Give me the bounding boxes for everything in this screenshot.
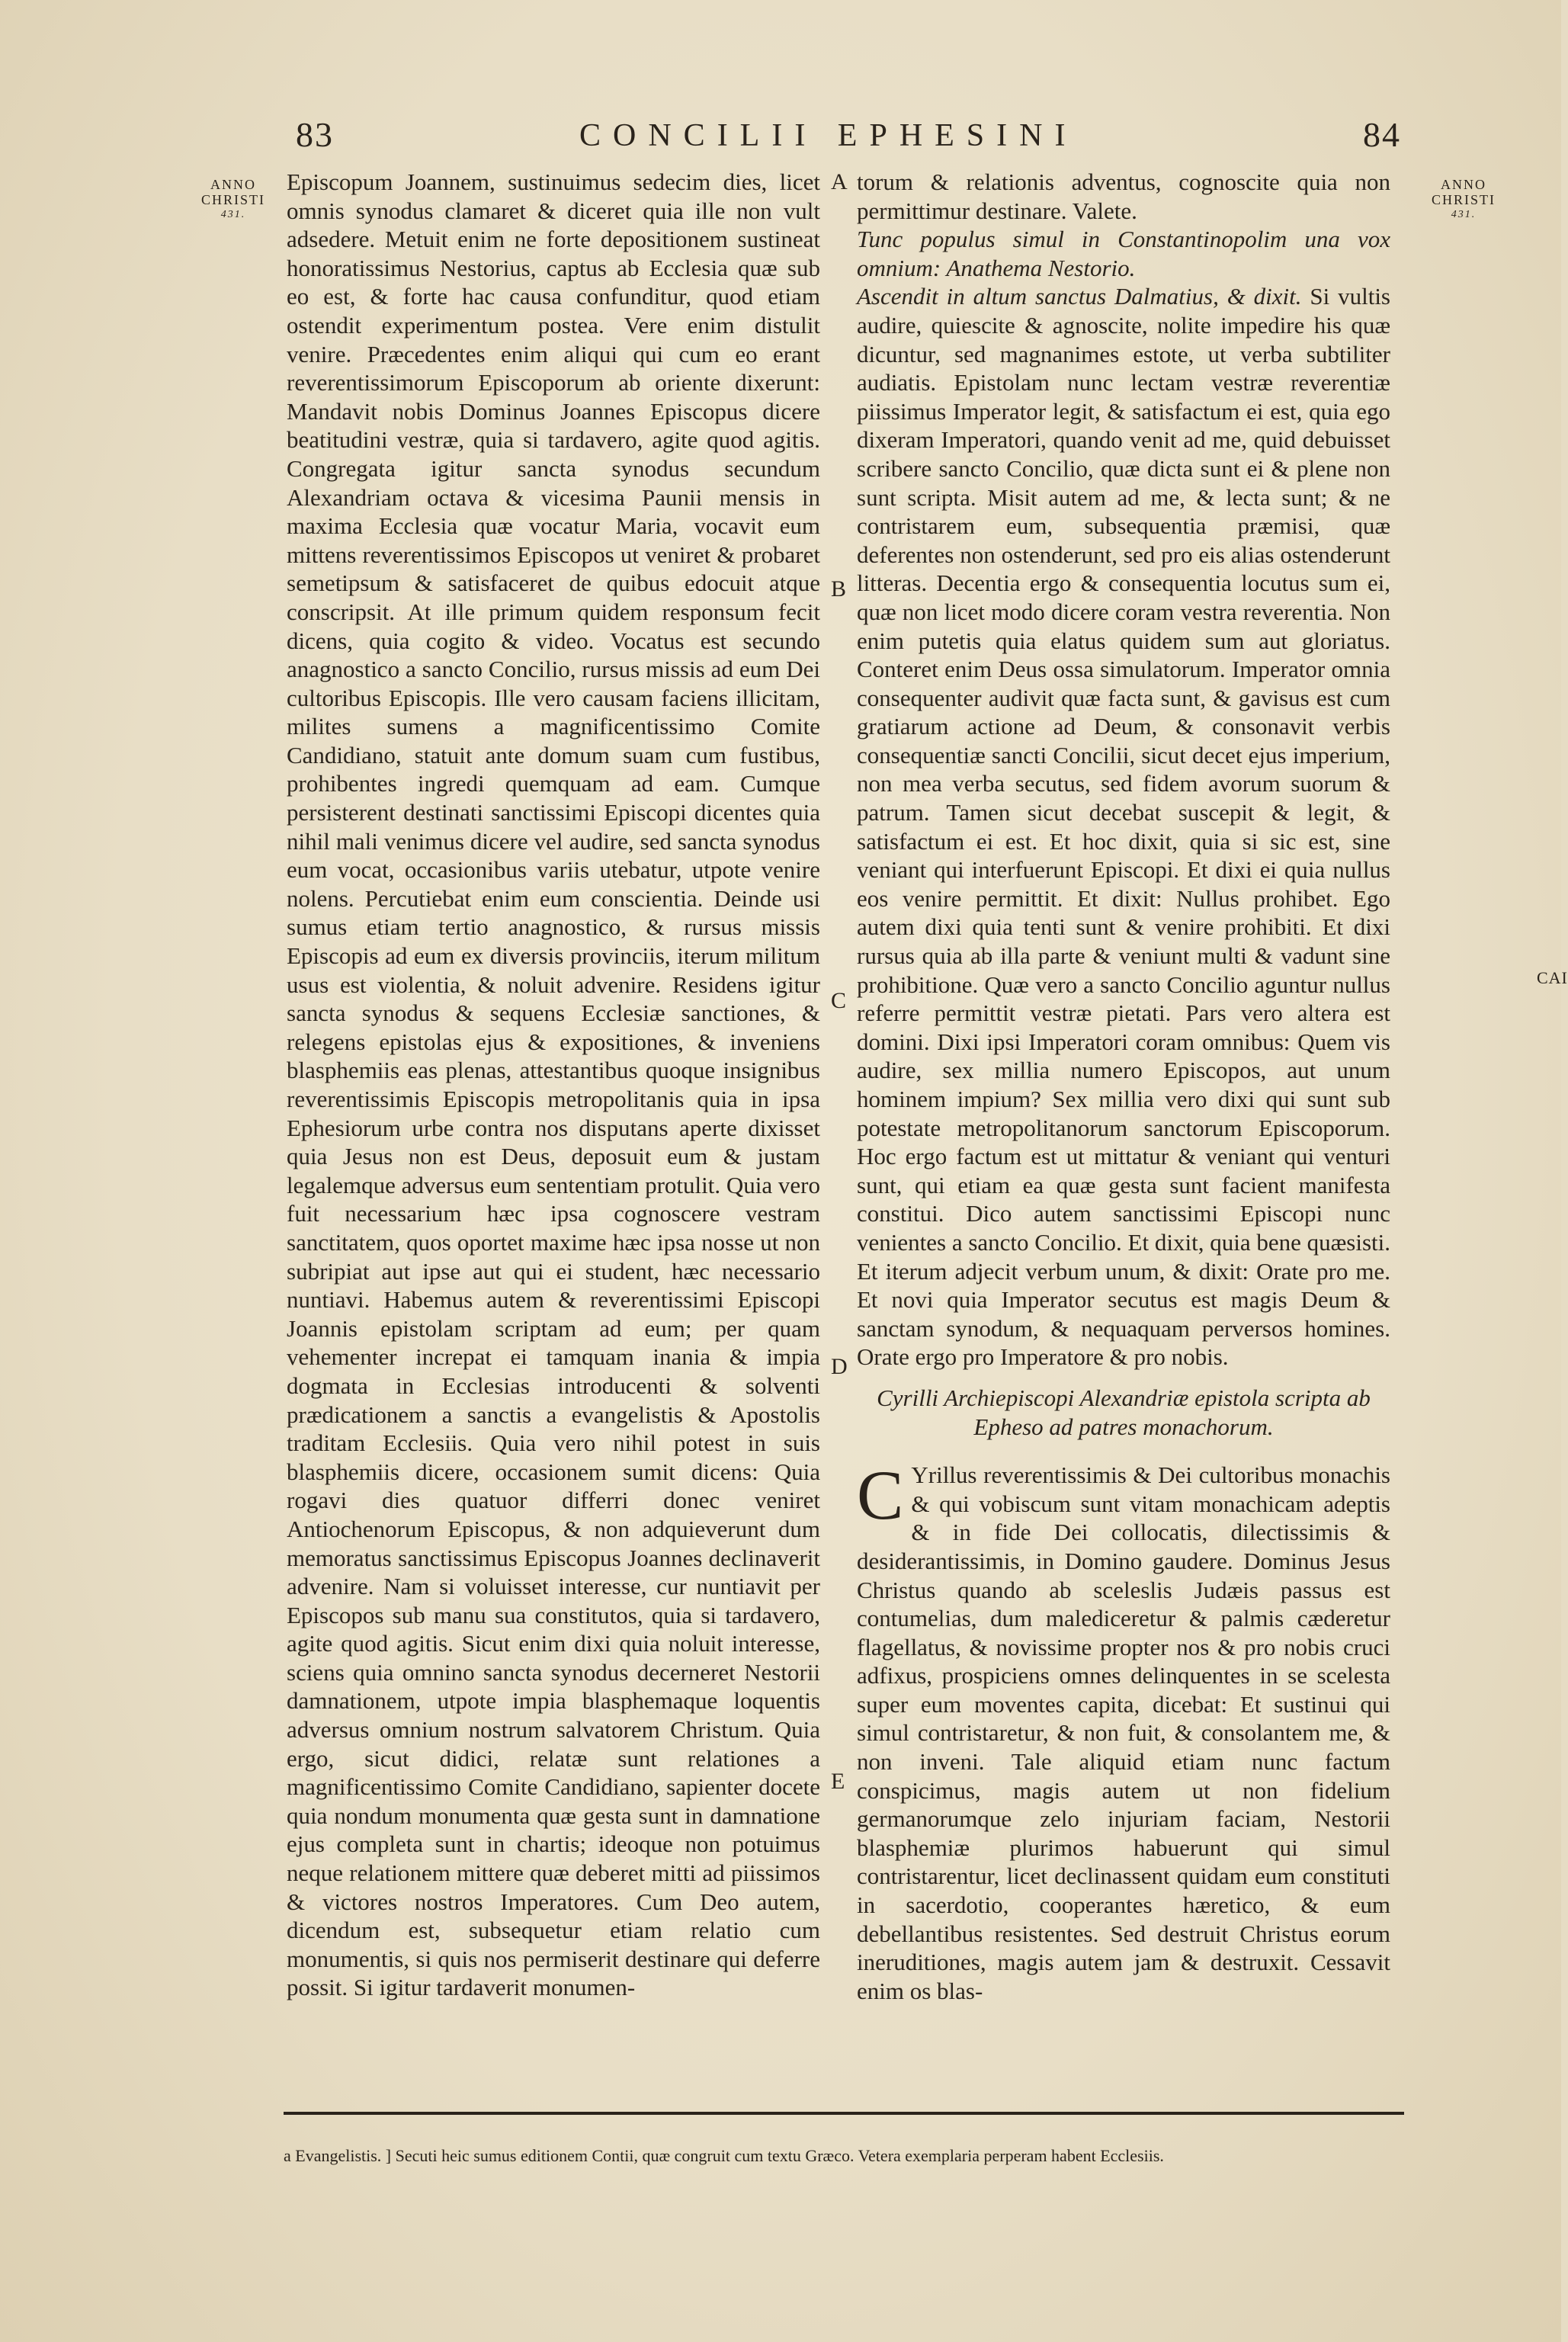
drop-cap: C — [857, 1456, 904, 1535]
section-letter-b: B — [831, 576, 847, 602]
left-column-text: Episcopum Joannem, sustinuimus sedecim dies, licet omnis synodus clamaret & diceret quia ille non vult adsedere. Metuit enim ne forte depositionem sustineat honoratissimus Nestorius, captus ab Ecclesia quæ sub eo est, & forte hac causa confunditur, quod etiam ostendit experimentum postea. Vere enim distulit venire. Præcedentes enim aliqui qui cum eo erant reverentissimorum Episcoporum ab oriente dixerunt: Mandavit nobis Dominus Joannes Episcopus dicere beatitudini vestræ, quia si tardavero, agite quod agitis. Congregata igitur sancta synodus secundum Alexandriam octava & vicesima Paunii mensis in maxima Ecclesia quæ vocatur Maria, vocavit eum mittens reverentissimos Episcopos ut veniret & probaret semetipsum & satisfaceret de quibus edocuit atque conscripsit. At ille primum quidem responsum fecit dicens, quia cogito & video. Vocatus est secundo anagnostico a sancto Concilio, rursus missis ad eum Dei cultoribus Episcopis. Ille vero causam faciens illicitam, milites sumens a magnificentissimo Comite Candidiano, statuit ante domum suam cum fustibus, prohibentes ingredi quemquam ad eam. Cumque persisterent destinati sanctissimi Episcopi dicentes quia nihil mali venimus dicere vel audire, sed sancta synodus eum vocat, occasionibus variis utebatur, utpote venire nolens. Percutiebat enim eum conscientia. Deinde usi sumus etiam tertio anagnostico, & rursus missis Episcopis ad eum ex diversis provinciis, iterum militum usus est violentia, & noluit advenire. Residens igitur sancta synodus & sequens Ecclesiæ sanctiones, & relegens epistolas ejus & expositiones, & inveniens blasphemiis eas plenas, attestantibus quoque insignibus reverentissimis Episcopis metropolitanis quia in ipsa Ephesiorum urbe contra nos disputans aperte dixisset quia Jesus non est Deus, deposuit eum & justam legalemque adversus eum sententiam protulit. Quia vero fuit necessarium hæc ipsa cognoscere vestram sanctitatem, quos oportet maxime hæc ipsa nosse ut non subripiat aut ipse aut qui ei student, hæc necessario nuntiavi. Habemus autem & reverentissimi Episcopi Joannis epistolam scriptam ad eum; per quam vehementer increpat ei tamquam inania & impia dogmata in Ecclesias introducenti & solventi prædicationem a sanctis a evangelistis & Apostolis traditam Ecclesiis. Quia vero nihil potest in suis blasphemiis dicere, occasionem sumit dicens: Quia rogavi dies quatuor differri donec veniret Antiochenorum Episcopus, & non adquieverunt dum memoratus sanctissimus Episcopus Joannes declinaverit advenire. Nam si voluisset interesse, cur nuntiavit per Episcopos sub manu sua constitutos, quia si tardavero, agite quod agitis. Sicut enim dixi quia noluit interesse, sciens quia omnino sancta synodus decerneret Nestorii damnationem, utpote impia blasphemaque loquentis adversus omnium nostrum salvatorem Christum. Quia ergo, sicut didici, relatæ sunt relationes a magnificentissimo Comite Candidiano, sapienter docete quia nondum monumenta quæ gesta sunt in damnatione ejus completa sunt in chartis; ideoque non potuimus neque relationem mittere quæ deberet mitti ad piissimos & victores nostros Imperatores. Cum Deo autem, dicendum est, subsequetur etiam relatio cum monumentis, si quis nos permiserit destinare qui deferre possit. Si igitur tardaverit monumen- — [287, 168, 820, 2001]
margin-anno: ANNO — [210, 177, 256, 192]
margin-year: 431. — [1451, 209, 1477, 220]
footnote: a Evangelistis. ] Secuti heic sumus editionem Contii, quæ congruit cum textu Græco. Vetera exemplaria perperam habent Ecclesiis. — [284, 2146, 1164, 2165]
section-letter-a: A — [831, 169, 848, 194]
section-letter-e: E — [831, 1769, 845, 1794]
letter-title: Cyrilli Archiepiscopi Alexandriæ epistola scripta ab Epheso ad patres monachorum. — [877, 1384, 1371, 1440]
right-column-text-1: torum & relationis adventus, cognoscite quia non permittimur destinare. Valete. — [857, 168, 1390, 224]
margin-note-left — [188, 177, 279, 223]
letter-text: Yrillus reverentissimis & Dei cultoribus monachis & qui vobiscum sunt vitam monachicam adeptis & in fide Dei collocatis, dilectissimis & desiderantissimis, in Domino gaudere. Dominus Jesus Christus quando ab sceleslis Judæis passus est contumelias, dum malediceretur & palmis cæderetur flagellatus, & novissime propter nos & pro nobis cruci adfixus, prospiciens omnes delinquentes in se scelesta super eum moventes capita, dicebat: Et sustinui qui simul contristaretur, & non fuit, & consolantem me, & non inveni. Tale aliquid etiam nunc factum conspicimus, magis autem ut non fidelium germanorumque zelo injuriam faciam, Nestorii blasphemiæ plurimos habuerunt qui simul contristarentur, licet declinassent quidam eum constituti in sacerdotio, cooperantes hæretico, & eum debellantibus resistentes. Sed destruit Christus eorum ineruditiones, magis autem jam & destruxit. Cessavit enim os blas- — [857, 1461, 1390, 2004]
margin-christi: CHRISTI — [1431, 192, 1496, 207]
margin-note-right — [1421, 177, 1506, 223]
dalmatius-speech — [857, 282, 1390, 1372]
footnote-rule — [284, 2112, 1404, 2115]
margin-anno: ANNO — [1441, 177, 1486, 192]
dalmatius-text: Si vultis audire, quiescite & agnoscite, nolite impedire his quæ dicuntur, sed magnanimes estote, ut verba subtiliter audiatis. Epistolam nunc lectam vestræ reverentiæ piissimus Imperator legit, & satisfactum ei est, quia ego dixeram Imperatori, quando venit ad me, quid debuisset scribere sancto Concilio, quæ dicta sunt ei & plene non sunt scripta. Misit autem ad me, & lecta sunt; & ne contristarem eum, subsequentia præmisi, quæ deferentes non ostenderunt, sed pro eis alias ostenderunt litteras. Decentia ergo & consequentia locutus sum ei, quæ non licet modo dicere coram vestra reverentia. Non enim putetis quia elatus quidem sum aut gloriatus. Conteret enim Deus ossa simulatorum. Imperator omnia consequenter audivit quæ facta sunt, & gavisus est cum gratiarum actione ad Deum, & consonavit verbis consequentiæ sancti Concilii, sicut decet ejus imperium, non mea verba secutus, sed fidem avorum suorum & patrum. Tamen sicut decebat suscepit & legit, & satisfactum ei est. Et hoc dixit, quia si sic est, sine veniant qui interfuerunt Episcopi. Et dixi ei quia nullus eos venire permittit. Et dixit: Nullus prohibet. Ego autem dixi quia tenti sunt & venire prohibiti. Et dixi rursus quia ab illa parte & veniunt multi & vadunt sine prohibitione. Quæ vero a sancto Concilio aguntur nullus referre permittit vestræ pietati. Pars vero altera est domini. Dixi ipsi Imperatori coram omnibus: Quem vis audire, sex millia numero Episcopos, aut unum hominem impium? Sex millia vero dixi qui sunt sub potestate metropolitanorum sanctorum Episcoporum. Hoc ergo factum est ut mittatur & veniant qui venturi sunt, qui etiam ea quæ gesta sunt facient manifesta constitui. Dico autem sanctissimi Episcopi nunc venientes a sancto Concilio. Et dixit, quia bene quæsisti. Et iterum adjecit verbum unum, & dixit: Orate pro me. Et novi quia Imperator secutus est magis Deum & sanctam synodum, & nequaquam perversos homines. Orate ergo pro Imperatore & pro nobis. — [857, 283, 1390, 1371]
people-acclamation: Tunc populus simul in Constantinopolim una vox omnium: Anathema Nestorio. — [857, 226, 1390, 281]
dalmatius-heading: Ascendit in altum sanctus Dalmatius, & dixit. — [857, 283, 1302, 310]
section-letter-d: D — [831, 1354, 848, 1379]
running-title: CONCILII EPHESINI — [579, 118, 1078, 153]
page-number-left: 83 — [296, 115, 334, 154]
margin-christi: CHRISTI — [200, 192, 265, 207]
margin-year: 431. — [220, 209, 246, 220]
page-number-right: 84 — [1363, 115, 1401, 154]
running-head — [0, 114, 1561, 168]
left-column — [287, 168, 820, 2002]
section-letter-c: C — [831, 988, 847, 1013]
right-column — [857, 168, 1390, 2005]
adjacent-page-fragment: CAI — [1537, 968, 1568, 987]
letter-body — [857, 1456, 1390, 2005]
